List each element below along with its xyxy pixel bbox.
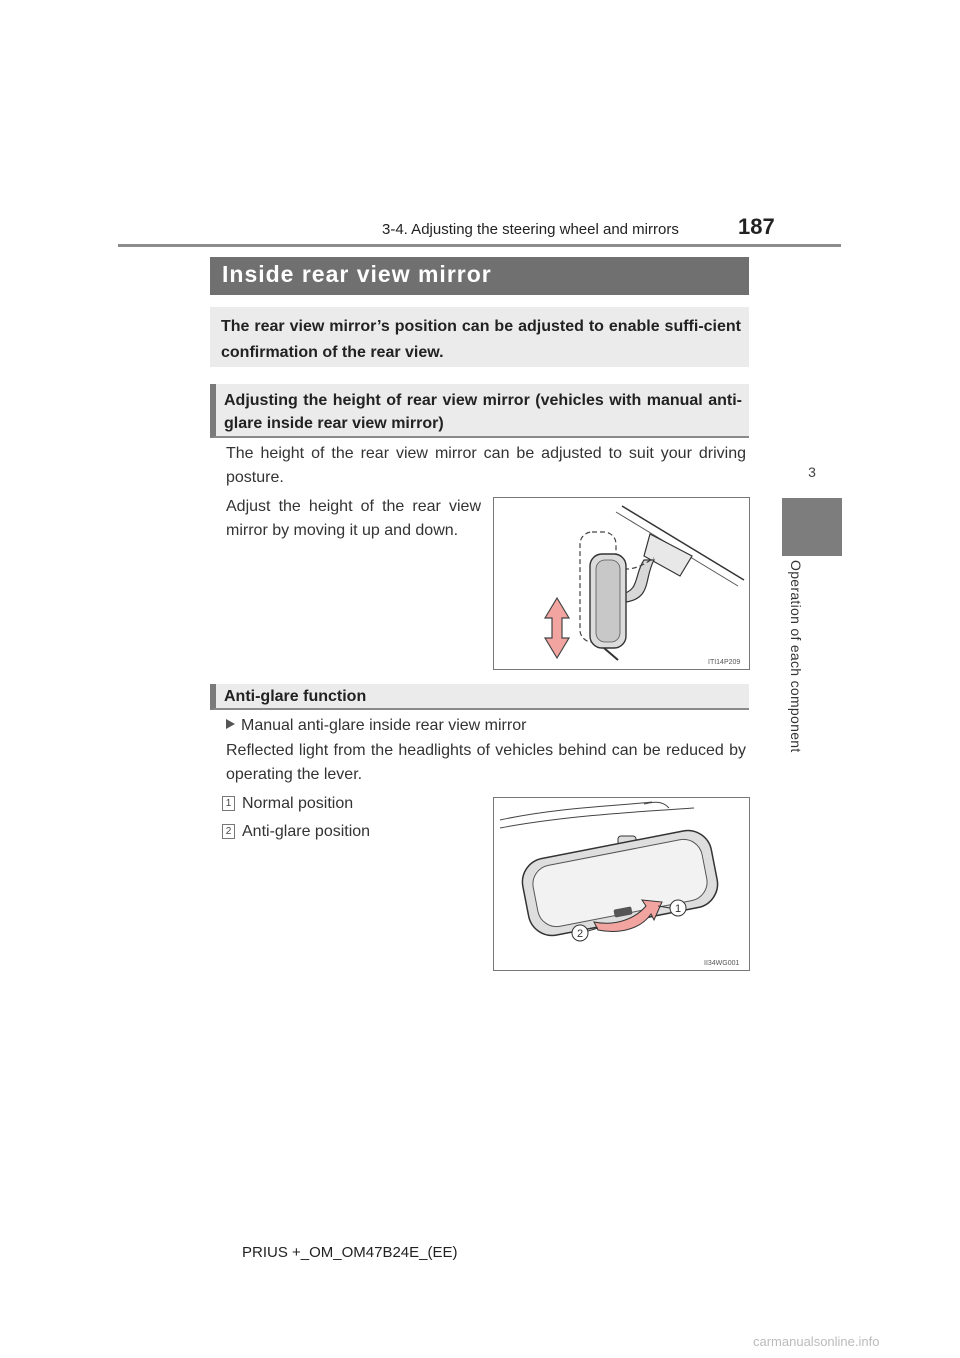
chapter-number: 3 xyxy=(808,464,816,480)
chapter-title-wrap xyxy=(788,560,832,760)
figure-code: II34WG001 xyxy=(704,960,740,967)
bullet-item xyxy=(226,714,526,738)
bullet-arrow-icon xyxy=(226,719,235,729)
list-item-label: Normal position xyxy=(242,795,354,812)
chapter-tab xyxy=(782,498,842,556)
section-heading: Adjusting the height of rear view mirror (vehicles with manual anti-glare inside rear view mirror) xyxy=(224,392,742,432)
intro-text: The rear view mirror’s position can be adjusted to enable suffi-cient confirmation of the rear view. xyxy=(221,318,741,361)
paragraph: The height of the rear view mirror can be adjusted to suit your driving posture. xyxy=(226,445,746,486)
header-section-title: 3-4. Adjusting the steering wheel and mirrors xyxy=(382,221,679,238)
header-rule xyxy=(118,244,841,247)
mirror-height-figure xyxy=(493,497,750,670)
bullet-text: Manual anti-glare inside rear view mirror xyxy=(241,717,527,734)
list-item-label: Anti-glare position xyxy=(242,823,371,840)
anti-glare-illustration xyxy=(494,798,749,970)
figure-code: ITI14P209 xyxy=(708,659,741,666)
footer-manual-code: PRIUS +_OM_OM47B24E_(EE) xyxy=(242,1244,458,1261)
page-title: Inside rear view mirror xyxy=(222,261,492,287)
chapter-title: Operation of each component xyxy=(788,560,804,753)
paragraph: Reflected light from the headlights of vehicles behind can be reduced by operating the lever. xyxy=(226,742,746,783)
watermark: carmanualsonline.info xyxy=(753,1334,880,1349)
callout-number: 1 xyxy=(675,903,682,915)
callout-number: 2 xyxy=(577,928,584,940)
paragraph: Adjust the height of the rear view mirror by moving it up and down. xyxy=(226,498,481,539)
number-badge: 2 xyxy=(222,824,235,839)
number-badge: 1 xyxy=(222,796,235,811)
section-heading: Anti-glare function xyxy=(224,688,367,705)
page-number: 187 xyxy=(738,214,775,239)
anti-glare-figure xyxy=(493,797,750,971)
mirror-height-illustration xyxy=(494,498,749,669)
